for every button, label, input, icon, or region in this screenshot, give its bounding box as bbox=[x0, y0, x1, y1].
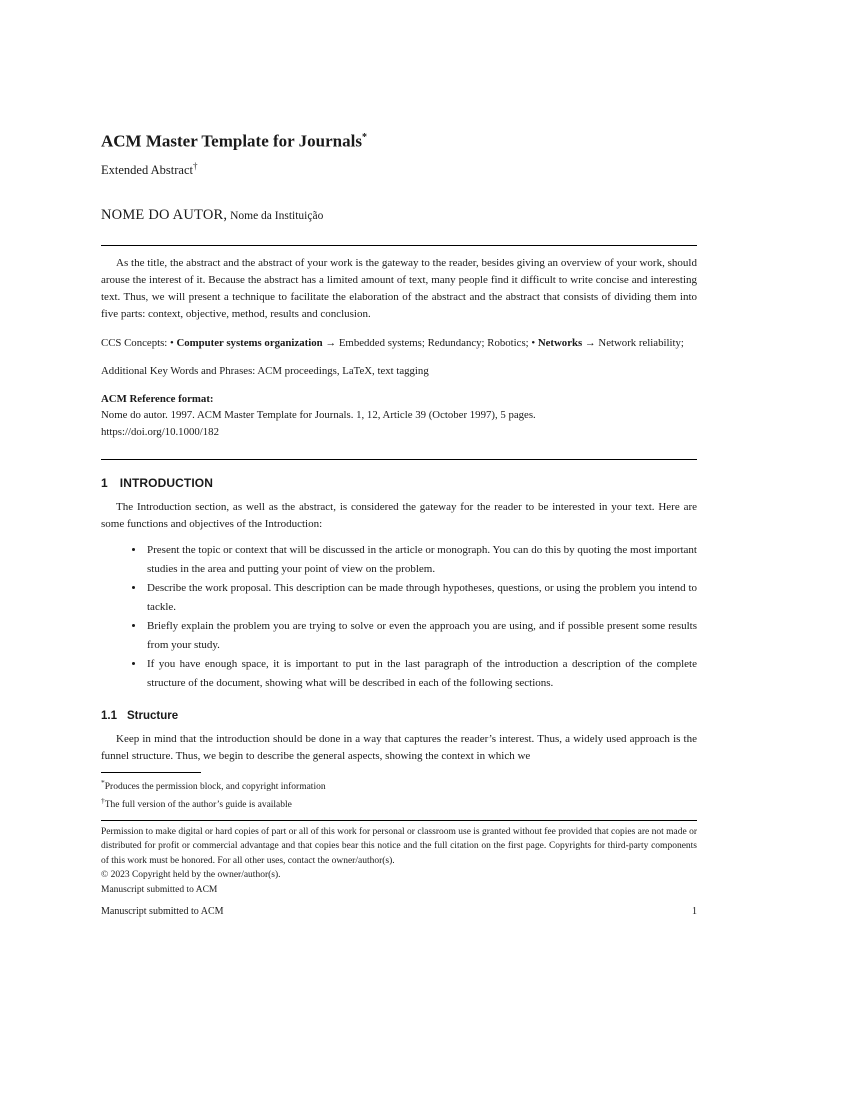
section-title: INTRODUCTION bbox=[119, 476, 213, 491]
manuscript-note: Manuscript submitted to ACM bbox=[101, 884, 218, 895]
permission-block bbox=[101, 820, 697, 897]
author-affiliation: Nome da Instituição bbox=[227, 209, 324, 222]
subsection-title: Structure bbox=[127, 710, 179, 723]
bullet-item: • Describe the work proposal. This description can be made through hypotheses, questions, or using the problem you intend to tackle. bbox=[145, 579, 697, 617]
abstract-text: As the title, the abstract and the abstract of your work is the gateway to the reader, besides giving an overview of your work, should arouse the interest of it. Because the abstract has a limited amount of text, many people find it difficult to write concise and interesting text. Thus, we will present a technique to facilitate the elaboration of the abstract and the abstract that consists of dividing them into five parts: context, objective, method, results and conclusion. bbox=[101, 256, 697, 320]
ccs-concept-1: Computer systems organization bbox=[176, 336, 323, 349]
footnote-rule bbox=[101, 772, 201, 773]
keywords-line: Additional Key Words and Phrases: ACM proceedings, LaTeX, text tagging bbox=[101, 364, 429, 377]
introduction-heading bbox=[101, 476, 697, 490]
bullet-item: • If you have enough space, it is important to put in the last paragraph of the introduction a description of the complete structure of the document, showing what will be described in each of the following sections. bbox=[145, 655, 697, 693]
acm-reference-block bbox=[101, 391, 697, 441]
structure-paragraph: Keep in mind that the introduction should be done in a way that captures the reader’s interest. Thus, a widely used approach is the funnel structure. Thus, we begin to describe the general aspects, showing the context in which we bbox=[101, 733, 697, 763]
page-footer bbox=[101, 906, 697, 917]
ccs-prefix: CCS Concepts: • bbox=[101, 336, 177, 349]
footnote-block bbox=[101, 772, 697, 812]
page-content bbox=[101, 0, 697, 765]
section-divider-rule bbox=[101, 459, 697, 460]
bullet-item: • Present the topic or context that will be discussed in the article or monograph. You can do this by quoting the most important studies in the area and putting your point of view on the problem. bbox=[145, 541, 697, 579]
copyright-line: © 2023 Copyright held by the owner/author(s). bbox=[101, 870, 281, 881]
paper-subtitle bbox=[101, 159, 697, 178]
footnote-item bbox=[101, 794, 697, 812]
reference-citation: Nome do autor. 1997. ACM Master Template for Journals. 1, 12, Article 39 (October 1997), 5 pages. bbox=[101, 409, 536, 422]
paper-title bbox=[101, 128, 697, 152]
permission-text: Permission to make digital or hard copies of part or all of this work for personal or classroom use is granted without fee provided that copies are not made or distributed for profit or commercial advantage and that copies bear this notice and the full citation on the first page. Copyrights for third-party components of this work must be honored. For all other uses, contact the owner/author(s). bbox=[101, 827, 697, 866]
ccs-list-1: → Embedded systems; Redundancy; Robotics; • bbox=[322, 336, 538, 349]
doi-link[interactable]: https://doi.org/10.1000/182 bbox=[101, 425, 219, 438]
subtitle-footnote-marker: † bbox=[193, 160, 198, 171]
bullet-item: • Briefly explain the problem you are trying to solve or even the approach you are using, and if possible present some results from your study. bbox=[145, 617, 697, 655]
introduction-paragraph: The Introduction section, as well as the abstract, is considered the gateway for the reader to be interested in your text. Here are some functions and objectives of the Introduction: bbox=[101, 501, 697, 531]
footer-left-text: Manuscript submitted to ACM bbox=[101, 906, 224, 917]
footnote-marker: † bbox=[101, 796, 105, 806]
ccs-concepts bbox=[101, 336, 697, 351]
reference-heading: ACM Reference format: bbox=[101, 392, 214, 405]
author-name: NOME DO AUTOR, bbox=[101, 206, 228, 223]
footnote-item bbox=[101, 776, 697, 794]
footnote-text: The full version of the author’s guide is available bbox=[104, 800, 292, 811]
author-line bbox=[101, 206, 697, 224]
footnote-marker: * bbox=[101, 778, 105, 787]
page-number: 1 bbox=[692, 906, 697, 917]
ccs-list-2: → Network reliability; bbox=[582, 336, 684, 349]
subsection-number: 1.1 bbox=[101, 710, 117, 723]
section-number: 1 bbox=[101, 476, 108, 491]
ccs-concept-2: Networks bbox=[537, 336, 583, 349]
title-footnote-marker: * bbox=[361, 132, 367, 143]
permission-rule bbox=[101, 820, 697, 821]
paper-title-text: ACM Master Template for Journals bbox=[101, 131, 362, 151]
structure-subheading bbox=[101, 710, 697, 722]
footnote-text: Produces the permission block, and copyright information bbox=[104, 782, 326, 793]
introduction-bullet-list bbox=[101, 541, 697, 693]
paper-subtitle-text: Extended Abstract bbox=[101, 162, 193, 177]
